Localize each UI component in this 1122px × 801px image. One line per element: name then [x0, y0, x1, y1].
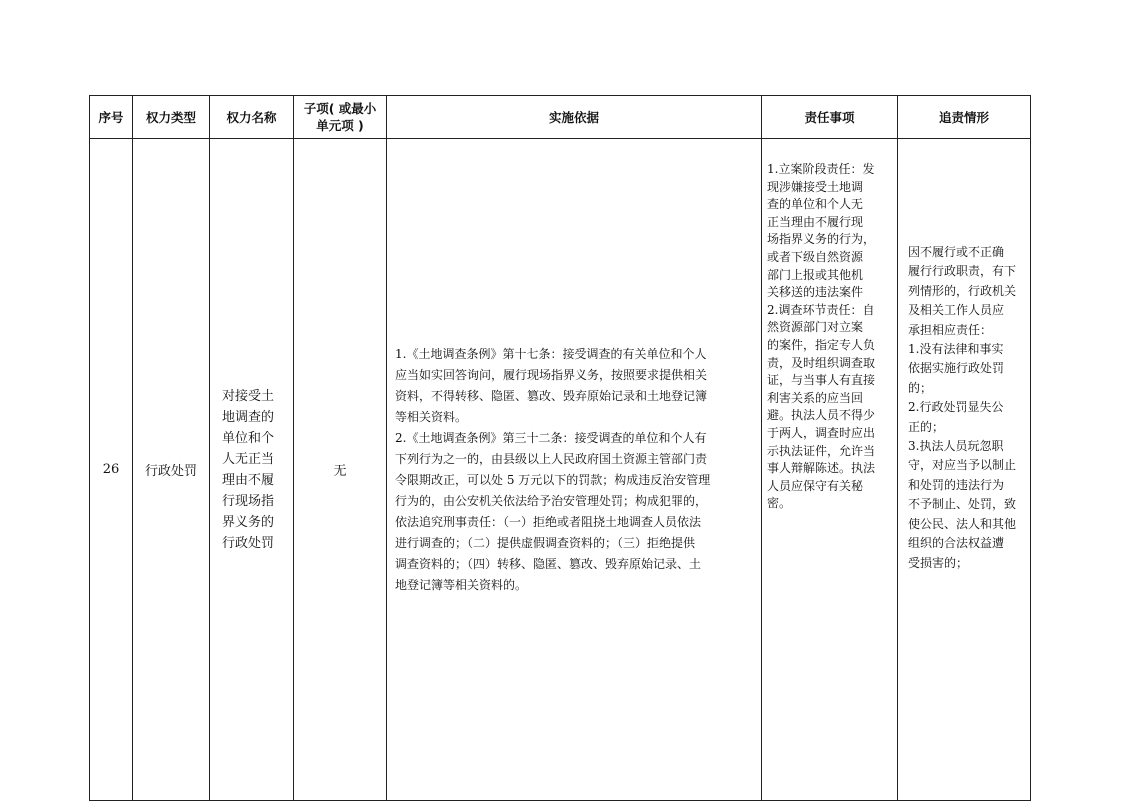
- accountability-line: 使公民、法人和其他: [908, 516, 1017, 531]
- header-accountability: 追责情形: [898, 96, 1031, 139]
- cell-responsibility: [762, 139, 898, 801]
- responsibility-line: 或者下级自然资源: [767, 249, 864, 264]
- accountability-line: 及相关工作人员应: [908, 303, 1005, 318]
- basis-line: 进行调查的；（二）提供虚假调查资料的；（三）拒绝提供: [395, 535, 696, 550]
- power-list-table: [89, 95, 1031, 801]
- cell-accountability: [898, 139, 1031, 801]
- accountability-line: 承担相应责任：: [908, 322, 993, 337]
- header-subitem-line: 子项( 或最小: [303, 101, 377, 116]
- responsibility-line: 避。执法人员不得少: [767, 408, 876, 423]
- responsibility-line: 现涉嫌接受土地调: [767, 179, 864, 194]
- cell-power-type: 行政处罚: [133, 139, 210, 801]
- responsibility-line: 部门上报或其他机: [767, 267, 864, 282]
- power-name-line: 理由不履: [222, 472, 275, 488]
- accountability-line: 1.没有法律和事实: [908, 342, 1004, 357]
- responsibility-line: 利害关系的应当回: [767, 390, 864, 405]
- cell-basis: [387, 139, 762, 801]
- header-row: [90, 96, 1031, 139]
- basis-line: 令限期改正，可以处 5 万元以下的罚款；构成违反治安管理: [395, 472, 711, 487]
- accountability-line: 和处罚的违法行为: [908, 477, 1005, 492]
- power-name-line: 单位和个: [222, 430, 275, 446]
- responsibility-line: 查的单位和个人无: [767, 197, 864, 212]
- header-basis: 实施依据: [387, 96, 762, 139]
- accountability-line: 依据实施行政处罚: [908, 361, 1005, 376]
- responsibility-line: 事人辩解陈述。执法: [767, 461, 876, 476]
- accountability-line: 3.执法人员玩忽职: [908, 439, 1004, 454]
- accountability-line: 守，对应当予以制止: [908, 458, 1017, 473]
- accountability-line: 组织的合法权益遭: [908, 536, 1005, 551]
- responsibility-line: 场指界义务的行为，: [767, 232, 876, 247]
- power-name-line: 行政处罚: [222, 535, 275, 551]
- accountability-line: 列情形的，行政机关: [908, 283, 1017, 298]
- responsibility-line: 证，与当事人有直接: [767, 373, 876, 388]
- responsibility-line: 的案件，指定专人负: [767, 337, 876, 352]
- responsibility-line: 2.调查环节责任：自: [767, 302, 875, 317]
- table-row: [90, 139, 1031, 801]
- header-responsibility: 责任事项: [762, 96, 898, 139]
- accountability-line: 履行行政职责，有下: [908, 264, 1017, 279]
- power-name-line: 地调查的: [222, 409, 275, 425]
- basis-line: 调查资料的；（四）转移、隐匿、篡改、毁弃原始记录、土: [395, 556, 702, 571]
- header-subitem: [294, 96, 387, 139]
- accountability-line: 因不履行或不正确: [908, 245, 1005, 259]
- responsibility-line: 1.立案阶段责任：发: [767, 162, 875, 176]
- header-power-type: 权力类型: [133, 96, 210, 139]
- basis-line: 应当如实回答询问，履行现场指界义务，按照要求提供相关: [395, 367, 708, 382]
- accountability-line: 正的；: [908, 419, 945, 434]
- accountability-line: 2.行政处罚显失公: [908, 400, 1004, 415]
- basis-line: 2.《土地调查条例》第三十二条：接受调查的单位和个人有: [395, 430, 707, 445]
- power-name-line: 对接受土: [222, 388, 275, 404]
- header-power-name: 权力名称: [210, 96, 294, 139]
- power-name-line: 人无正当: [222, 451, 275, 467]
- basis-line: 1.《土地调查条例》第十七条：接受调查的有关单位和个人: [395, 346, 707, 361]
- responsibility-line: 然资源部门对立案: [767, 320, 864, 335]
- basis-line: 地登记簿等相关资料的。: [395, 577, 528, 592]
- basis-line: 行为的，由公安机关依法给予治安管理处罚；构成犯罪的，: [395, 493, 708, 508]
- responsibility-line: 责，及时组织调查取: [767, 355, 876, 370]
- header-subitem-line: 单元项 ): [316, 118, 364, 133]
- accountability-line: 的；: [908, 380, 933, 395]
- accountability-line: 受损害的；: [908, 555, 969, 570]
- header-number: 序号: [90, 96, 133, 139]
- power-name-line: 界义务的: [222, 514, 275, 530]
- accountability-line: 不予制止、处罚，致: [908, 497, 1017, 512]
- cell-power-name: [210, 139, 294, 801]
- responsibility-line: 人员应保守有关秘: [767, 478, 864, 493]
- basis-line: 依法追究刑事责任：（一）拒绝或者阻挠土地调查人员依法: [395, 514, 702, 529]
- power-name-line: 行现场指: [222, 493, 275, 509]
- responsibility-line: 于两人，调查时应出: [767, 425, 876, 440]
- basis-line: 资料，不得转移、隐匿、篡改、毁弃原始记录和土地登记簿: [395, 388, 708, 403]
- responsibility-line: 正当理由不履行现: [767, 214, 864, 229]
- cell-number: 26: [90, 139, 133, 801]
- cell-subitem: 无: [294, 139, 387, 801]
- responsibility-line: 示执法证件，允许当: [767, 443, 876, 458]
- responsibility-line: 关移送的违法案件: [767, 285, 864, 300]
- responsibility-line: 密。: [767, 496, 792, 511]
- basis-line: 等相关资料。: [395, 409, 468, 424]
- basis-line: 下列行为之一的，由县级以上人民政府国土资源主管部门责: [395, 451, 708, 466]
